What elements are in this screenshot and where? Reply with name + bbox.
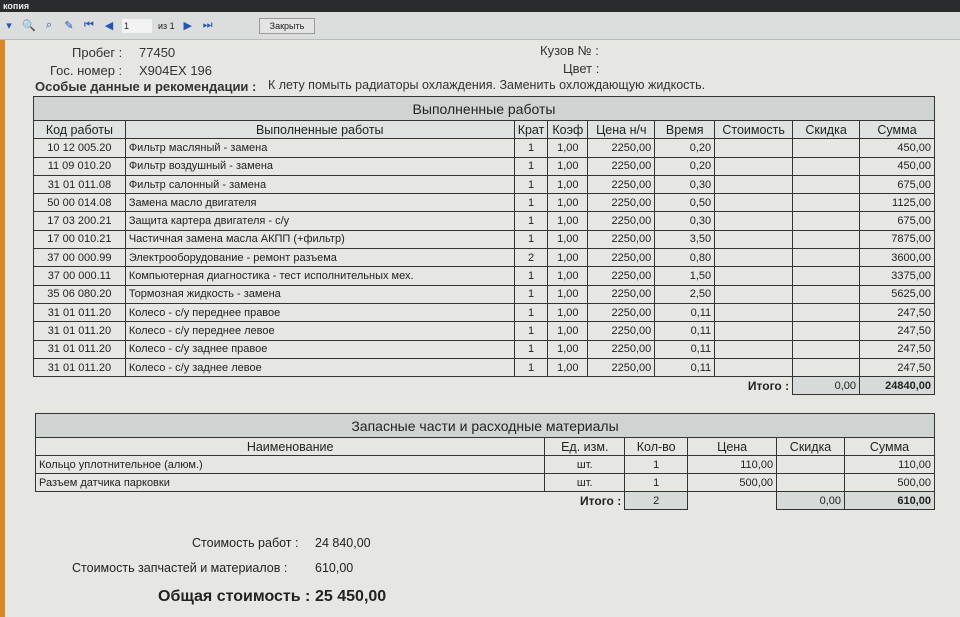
work-coef: 1,00 bbox=[548, 175, 588, 193]
prev-page-icon[interactable]: ◀ bbox=[104, 20, 114, 32]
work-cost bbox=[715, 267, 793, 285]
window-title: копия bbox=[0, 0, 960, 12]
part-sum: 110,00 bbox=[845, 456, 935, 474]
body-label: Кузов № : bbox=[540, 43, 599, 58]
work-coef: 1,00 bbox=[548, 322, 588, 340]
part-unit: шт. bbox=[545, 456, 625, 474]
part-qty: 1 bbox=[625, 456, 688, 474]
work-sum: 675,00 bbox=[860, 212, 935, 230]
works-header-work-time: Время bbox=[655, 121, 715, 139]
work-name: Фильтр салонный - замена bbox=[125, 175, 514, 193]
parts-table bbox=[35, 413, 935, 510]
work-multiplier: 1 bbox=[514, 230, 548, 248]
work-name: Электрооборудование - ремонт разъема bbox=[125, 249, 514, 267]
work-sum: 3600,00 bbox=[860, 249, 935, 267]
work-cost bbox=[715, 230, 793, 248]
work-rate: 2250,00 bbox=[588, 267, 655, 285]
work-time: 0,11 bbox=[655, 358, 715, 376]
work-sum: 247,50 bbox=[860, 303, 935, 321]
works-header-work-sum: Сумма bbox=[860, 121, 935, 139]
work-cost bbox=[715, 358, 793, 376]
work-cost bbox=[715, 249, 793, 267]
table-row bbox=[36, 474, 935, 492]
table-row bbox=[34, 139, 935, 157]
work-code: 31 01 011.20 bbox=[34, 340, 126, 358]
work-rate: 2250,00 bbox=[588, 340, 655, 358]
work-time: 0,11 bbox=[655, 340, 715, 358]
works-header-work-cost: Стоимость bbox=[715, 121, 793, 139]
work-discount bbox=[793, 249, 860, 267]
table-row bbox=[34, 194, 935, 212]
notes-text: К лету помыть радиаторы охлаждения. Заменить охлождающую жидкость. bbox=[268, 78, 706, 92]
work-name: Компьютерная диагностика - тест исполнительных мех. bbox=[125, 267, 514, 285]
work-cost bbox=[715, 194, 793, 212]
first-page-icon[interactable]: ⏮ bbox=[84, 19, 94, 31]
work-discount bbox=[793, 139, 860, 157]
work-rate: 2250,00 bbox=[588, 139, 655, 157]
parts-header-part-unit: Ед. изм. bbox=[545, 438, 625, 456]
work-code: 17 00 010.21 bbox=[34, 230, 126, 248]
work-coef: 1,00 bbox=[548, 230, 588, 248]
table-row bbox=[34, 303, 935, 321]
work-code: 31 01 011.08 bbox=[34, 175, 126, 193]
work-multiplier: 1 bbox=[514, 322, 548, 340]
part-discount bbox=[777, 474, 845, 492]
work-coef: 1,00 bbox=[548, 139, 588, 157]
total-cost-value: 25 450,00 bbox=[315, 588, 387, 605]
color-label: Цвет : bbox=[563, 61, 600, 76]
work-rate: 2250,00 bbox=[588, 358, 655, 376]
work-time: 0,11 bbox=[655, 322, 715, 340]
work-coef: 1,00 bbox=[548, 285, 588, 303]
work-time: 0,50 bbox=[655, 194, 715, 212]
parts-total-qty: 2 bbox=[625, 492, 688, 510]
work-coef: 1,00 bbox=[548, 303, 588, 321]
works-header-work-multiplier: Крат bbox=[514, 121, 548, 139]
work-name: Замена масло двигателя bbox=[125, 194, 514, 212]
table-row bbox=[34, 322, 935, 340]
work-rate: 2250,00 bbox=[588, 303, 655, 321]
works-header-work-rate: Цена н/ч bbox=[588, 121, 655, 139]
work-rate: 2250,00 bbox=[588, 322, 655, 340]
work-sum: 247,50 bbox=[860, 322, 935, 340]
parts-title: Запасные части и расходные материалы bbox=[36, 414, 935, 438]
table-row bbox=[34, 175, 935, 193]
works-total-label: Итого : bbox=[747, 379, 790, 394]
find-icon[interactable]: ⌕ bbox=[45, 19, 53, 31]
work-sum: 5625,00 bbox=[860, 285, 935, 303]
parts-header-part-discount: Скидка bbox=[777, 438, 845, 456]
work-multiplier: 1 bbox=[514, 157, 548, 175]
work-code: 37 00 000.11 bbox=[34, 267, 126, 285]
work-discount bbox=[793, 322, 860, 340]
parts-header-part-sum: Сумма bbox=[845, 438, 935, 456]
parts-total-sum: 610,00 bbox=[845, 492, 935, 510]
total-cost-label: Общая стоимость : bbox=[158, 588, 311, 605]
work-time: 0,80 bbox=[655, 249, 715, 267]
work-coef: 1,00 bbox=[548, 194, 588, 212]
work-coef: 1,00 bbox=[548, 267, 588, 285]
page-count: из 1 bbox=[158, 20, 175, 31]
work-multiplier: 1 bbox=[514, 175, 548, 193]
work-code: 35 06 080.20 bbox=[34, 285, 126, 303]
work-name: Колесо - с/у переднее левое bbox=[125, 322, 514, 340]
work-multiplier: 2 bbox=[514, 249, 548, 267]
works-total-discount: 0,00 bbox=[793, 377, 860, 395]
work-rate: 2250,00 bbox=[588, 249, 655, 267]
mileage-value: 77450 bbox=[139, 45, 176, 60]
works-header-work-code: Код работы bbox=[34, 121, 126, 139]
work-discount bbox=[793, 303, 860, 321]
work-discount bbox=[793, 267, 860, 285]
work-discount bbox=[793, 230, 860, 248]
work-discount bbox=[793, 194, 860, 212]
part-price: 500,00 bbox=[688, 474, 777, 492]
work-coef: 1,00 bbox=[548, 340, 588, 358]
work-name: Колесо - с/у заднее правое bbox=[125, 340, 514, 358]
work-time: 0,20 bbox=[655, 139, 715, 157]
works-header-work-name: Выполненные работы bbox=[125, 121, 514, 139]
notes-label: Особые данные и рекомендации : bbox=[35, 79, 257, 94]
work-time: 0,30 bbox=[655, 175, 715, 193]
plate-label: Гос. номер : bbox=[50, 63, 123, 78]
parts-cost-label: Стоимость запчастей и материалов : bbox=[72, 561, 288, 575]
work-code: 10 12 005.20 bbox=[34, 139, 126, 157]
work-cost bbox=[715, 139, 793, 157]
table-row bbox=[34, 249, 935, 267]
work-sum: 7875,00 bbox=[860, 230, 935, 248]
work-sum: 247,50 bbox=[860, 358, 935, 376]
work-code: 50 00 014.08 bbox=[34, 194, 126, 212]
mileage-label: Пробег : bbox=[72, 45, 123, 60]
last-page-icon[interactable]: ⏭ bbox=[202, 19, 213, 31]
work-sum: 450,00 bbox=[860, 157, 935, 175]
work-name: Фильтр воздушный - замена bbox=[125, 157, 514, 175]
zoom-out-icon[interactable]: 🔍 bbox=[22, 20, 36, 32]
table-row bbox=[34, 358, 935, 376]
work-cost bbox=[715, 212, 793, 230]
work-name: Фильтр масляный - замена bbox=[125, 139, 514, 157]
work-cost bbox=[715, 322, 793, 340]
work-multiplier: 1 bbox=[514, 139, 548, 157]
works-title: Выполненные работы bbox=[34, 97, 935, 121]
work-multiplier: 1 bbox=[514, 358, 548, 376]
work-rate: 2250,00 bbox=[588, 194, 655, 212]
work-coef: 1,00 bbox=[548, 157, 588, 175]
work-sum: 3375,00 bbox=[860, 267, 935, 285]
work-discount bbox=[793, 157, 860, 175]
parts-header-part-name: Наименование bbox=[36, 438, 545, 456]
table-row bbox=[34, 267, 935, 285]
work-multiplier: 1 bbox=[514, 285, 548, 303]
work-name: Тормозная жидкость - замена bbox=[125, 285, 514, 303]
toolbar bbox=[0, 12, 960, 40]
work-discount bbox=[793, 212, 860, 230]
work-code: 31 01 011.20 bbox=[34, 358, 126, 376]
work-code: 37 00 000.99 bbox=[34, 249, 126, 267]
parts-header-part-qty: Кол-во bbox=[625, 438, 688, 456]
table-row bbox=[34, 285, 935, 303]
work-discount bbox=[793, 175, 860, 193]
work-discount bbox=[793, 358, 860, 376]
part-price: 110,00 bbox=[688, 456, 777, 474]
works-header-work-discount: Скидка bbox=[793, 121, 860, 139]
parts-cost-value: 610,00 bbox=[315, 561, 354, 575]
work-code: 31 01 011.20 bbox=[34, 322, 126, 340]
work-name: Колесо - с/у переднее правое bbox=[125, 303, 514, 321]
work-cost bbox=[715, 285, 793, 303]
works-total-sum: 24840,00 bbox=[860, 377, 935, 395]
work-cost bbox=[715, 303, 793, 321]
work-multiplier: 1 bbox=[514, 212, 548, 230]
table-row bbox=[34, 212, 935, 230]
work-time: 3,50 bbox=[655, 230, 715, 248]
work-discount bbox=[793, 340, 860, 358]
export-icon[interactable]: ✎ bbox=[64, 20, 74, 32]
work-code: 17 03 200.21 bbox=[34, 212, 126, 230]
next-page-icon[interactable]: ▶ bbox=[183, 20, 192, 32]
work-discount bbox=[793, 285, 860, 303]
close-button[interactable]: Закрыть bbox=[259, 18, 316, 34]
works-cost-label: Стоимость работ : bbox=[192, 536, 299, 550]
work-cost bbox=[715, 340, 793, 358]
work-name: Частичная замена масла АКПП (+фильтр) bbox=[125, 230, 514, 248]
part-discount bbox=[777, 456, 845, 474]
work-sum: 1125,00 bbox=[860, 194, 935, 212]
parts-header-part-price: Цена bbox=[688, 438, 777, 456]
work-cost bbox=[715, 175, 793, 193]
dropdown-icon[interactable]: ▾ bbox=[6, 20, 12, 32]
work-rate: 2250,00 bbox=[588, 230, 655, 248]
part-unit: шт. bbox=[545, 474, 625, 492]
work-coef: 1,00 bbox=[548, 358, 588, 376]
work-cost bbox=[715, 157, 793, 175]
table-row bbox=[34, 157, 935, 175]
work-time: 1,50 bbox=[655, 267, 715, 285]
work-rate: 2250,00 bbox=[588, 285, 655, 303]
work-name: Защита картера двигателя - с/у bbox=[125, 212, 514, 230]
work-multiplier: 1 bbox=[514, 194, 548, 212]
works-header-work-coef: Коэф bbox=[548, 121, 588, 139]
part-name: Кольцо уплотнительное (алюм.) bbox=[36, 456, 545, 474]
work-time: 0,20 bbox=[655, 157, 715, 175]
work-sum: 450,00 bbox=[860, 139, 935, 157]
work-rate: 2250,00 bbox=[588, 157, 655, 175]
table-row bbox=[34, 230, 935, 248]
parts-total-discount: 0,00 bbox=[777, 492, 845, 510]
work-name: Колесо - с/у заднее левое bbox=[125, 358, 514, 376]
work-rate: 2250,00 bbox=[588, 175, 655, 193]
parts-total-label: Итого : bbox=[580, 493, 622, 508]
work-rate: 2250,00 bbox=[588, 212, 655, 230]
work-multiplier: 1 bbox=[514, 340, 548, 358]
part-qty: 1 bbox=[625, 474, 688, 492]
window-edge bbox=[0, 40, 5, 617]
work-coef: 1,00 bbox=[548, 212, 588, 230]
work-sum: 675,00 bbox=[860, 175, 935, 193]
work-multiplier: 1 bbox=[514, 303, 548, 321]
work-code: 11 09 010.20 bbox=[34, 157, 126, 175]
work-time: 2,50 bbox=[655, 285, 715, 303]
table-row bbox=[36, 456, 935, 474]
works-table bbox=[33, 96, 935, 395]
part-name: Разъем датчика парковки bbox=[36, 474, 545, 492]
works-cost-value: 24 840,00 bbox=[315, 536, 371, 550]
work-multiplier: 1 bbox=[514, 267, 548, 285]
table-row bbox=[34, 340, 935, 358]
work-time: 0,11 bbox=[655, 303, 715, 321]
work-code: 31 01 011.20 bbox=[34, 303, 126, 321]
work-coef: 1,00 bbox=[548, 249, 588, 267]
work-sum: 247,50 bbox=[860, 340, 935, 358]
work-time: 0,30 bbox=[655, 212, 715, 230]
page-input[interactable]: 1 bbox=[122, 19, 152, 33]
plate-value: Х904ЕХ 196 bbox=[139, 63, 213, 78]
part-sum: 500,00 bbox=[845, 474, 935, 492]
